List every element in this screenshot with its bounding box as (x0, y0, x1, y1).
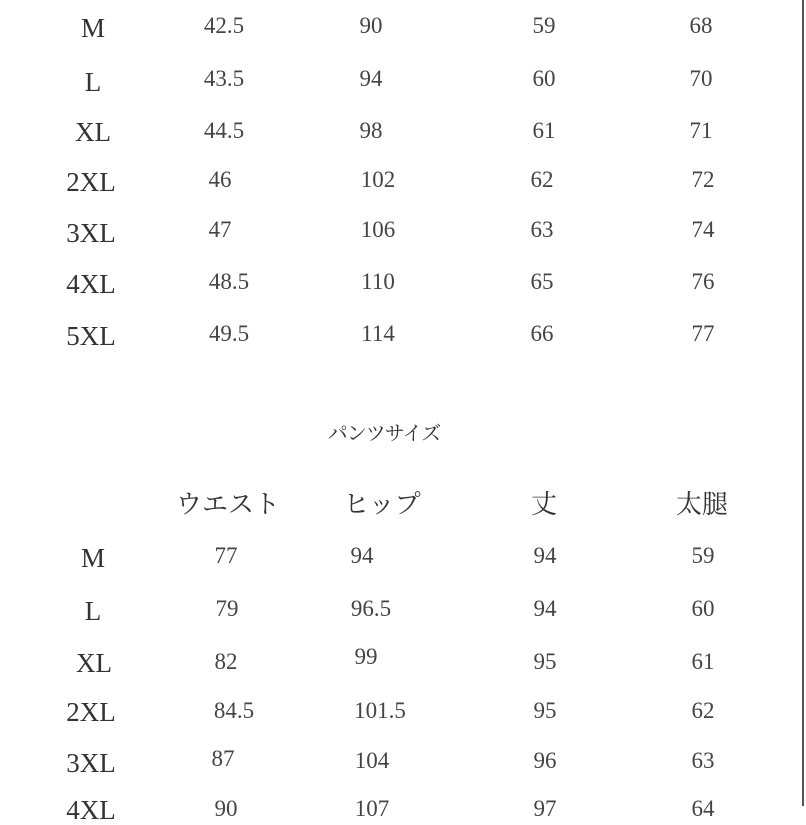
size-label: L (84, 596, 102, 626)
table-cell: 64 (691, 796, 715, 821)
table-cell: 46 (208, 167, 232, 192)
table-cell: 77 (214, 543, 238, 568)
table-cell: 48.5 (208, 269, 250, 294)
table-cell: 79 (215, 596, 239, 621)
table-cell: 60 (691, 596, 715, 621)
table-cell: 96.5 (350, 596, 392, 621)
table-cell: 59 (691, 543, 715, 568)
table-cell: 62 (691, 698, 715, 723)
table-cell: 104 (354, 748, 390, 773)
table-cell: 68 (689, 13, 713, 38)
table-cell: 102 (360, 167, 396, 192)
table-cell: 90 (214, 796, 238, 821)
table-cell: 84.5 (213, 698, 255, 723)
table-cell: 59 (532, 13, 556, 38)
table-cell: 106 (360, 217, 396, 242)
table-cell: 107 (354, 796, 390, 821)
table-cell: 72 (691, 167, 715, 192)
table-cell: 82 (214, 649, 238, 674)
table-cell: 94 (359, 66, 383, 91)
table-cell: 87 (211, 746, 235, 771)
table-cell: 95 (533, 649, 557, 674)
table-cell: 101.5 (354, 698, 406, 723)
table-cell: 49.5 (208, 321, 250, 346)
table-cell: 42.5 (203, 13, 245, 38)
table-cell: 97 (533, 796, 557, 821)
table-cell: 61 (691, 649, 715, 674)
size-label: 3XL (66, 218, 116, 248)
table-cell: 47 (208, 217, 232, 242)
table-cell: 43.5 (203, 66, 245, 91)
table-cell: 98 (359, 118, 383, 143)
table-cell: 65 (530, 269, 554, 294)
size-label: M (80, 13, 106, 43)
size-label: 4XL (66, 269, 116, 299)
column-header-length: 丈 (530, 490, 558, 520)
column-header-waist: ウエスト (175, 490, 281, 520)
table-cell: 90 (359, 13, 383, 38)
table-cell: 96 (533, 748, 557, 773)
table-cell: 63 (530, 217, 554, 242)
table-cell: 94 (533, 543, 557, 568)
table-cell: 110 (361, 269, 395, 294)
table-cell: 76 (691, 269, 715, 294)
table-cell: 95 (533, 698, 557, 723)
table-cell: 62 (530, 167, 554, 192)
size-label: XL (76, 648, 112, 678)
table-cell: 63 (691, 748, 715, 773)
pants-size-title: パンツサイズ (327, 421, 441, 445)
table-cell: 70 (689, 66, 713, 91)
size-label: XL (75, 117, 111, 147)
table-cell: 71 (689, 118, 713, 143)
size-label: 2XL (66, 697, 116, 727)
size-label: 2XL (66, 167, 116, 197)
table-cell: 60 (532, 66, 556, 91)
column-header-thigh: 太腿 (675, 490, 729, 520)
table-cell: 77 (691, 321, 715, 346)
table-cell: 94 (533, 596, 557, 621)
size-label: M (80, 543, 106, 573)
size-label: L (84, 67, 102, 97)
table-cell: 66 (530, 321, 554, 346)
size-label: 3XL (66, 748, 116, 778)
table-cell: 94 (350, 543, 374, 568)
table-cell: 99 (354, 644, 378, 669)
table-cell: 74 (691, 217, 715, 242)
page-right-border (802, 0, 804, 806)
size-label: 4XL (66, 795, 116, 825)
table-cell: 44.5 (203, 118, 245, 143)
column-header-hip: ヒップ (343, 490, 421, 520)
table-cell: 61 (532, 118, 556, 143)
table-cell: 114 (361, 321, 395, 346)
size-label: 5XL (66, 321, 116, 351)
